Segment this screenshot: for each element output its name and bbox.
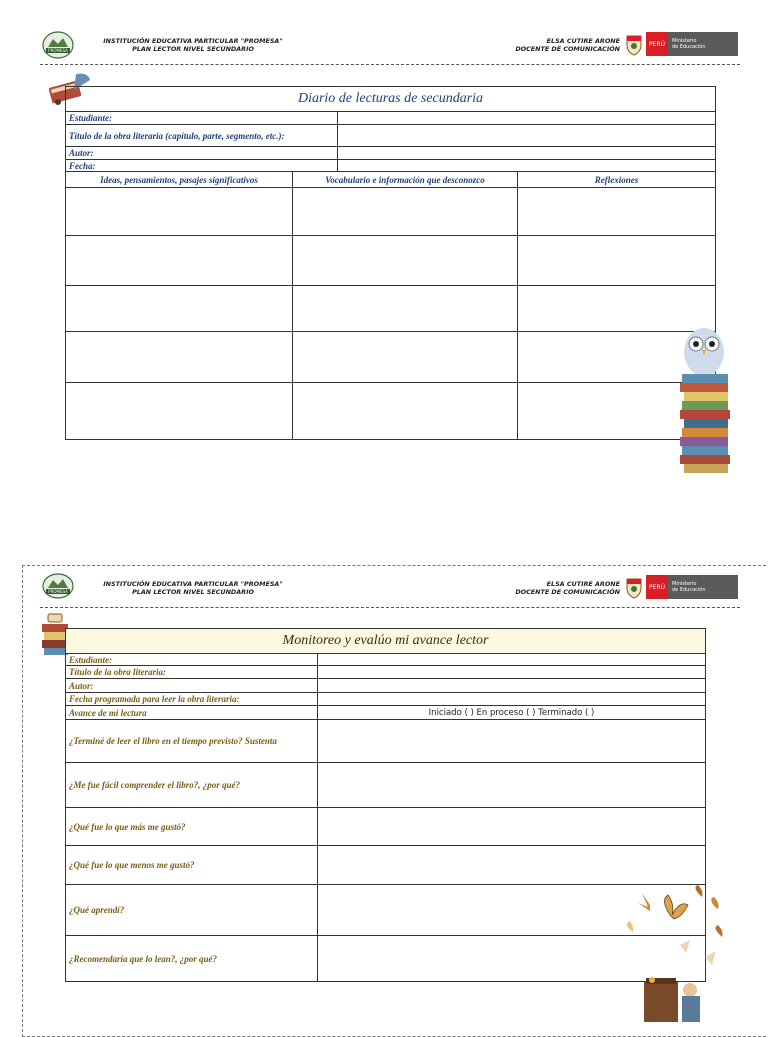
peru-shield-icon: [624, 575, 644, 599]
butterflies-icon: [620, 885, 738, 970]
question-easy-to-understand: ¿Me fue fácil comprender el libro?, ¿por qué?: [66, 763, 318, 808]
answer-cell[interactable]: [318, 808, 706, 846]
teacher-role: DOCENTE DE COMUNICACIÓN: [515, 45, 620, 53]
monitor-input-student[interactable]: [318, 654, 706, 666]
header-divider: [40, 64, 740, 65]
diary-cell[interactable]: [66, 188, 293, 236]
answer-cell[interactable]: [318, 720, 706, 763]
diary-label-date: Fecha:: [66, 160, 338, 172]
diary-cell[interactable]: [293, 188, 518, 236]
peru-label: PERÚ: [646, 32, 668, 56]
diary-cell[interactable]: [66, 383, 293, 440]
diary-cell[interactable]: [66, 236, 293, 286]
ministry-line2: de Educación: [672, 587, 706, 593]
teacher-header: [470, 580, 620, 596]
header-divider: [40, 607, 740, 608]
diary-title: Diario de lecturas de secundaria: [66, 87, 716, 112]
monitor-input-scheduled-date[interactable]: [318, 693, 706, 706]
school-name: INSTITUCIÓN EDUCATIVA PARTICULAR "PROMESA": [103, 580, 283, 588]
plan-name: PLAN LECTOR NIVEL SECUNDARIO: [132, 588, 254, 596]
question-finished-on-time: ¿Terminé de leer el libro en el tiempo previsto? Sustenta: [66, 720, 318, 763]
teacher-role: DOCENTE DE COMUNICACIÓN: [515, 588, 620, 596]
diary-label-work-title: Título de la obra literaria (capítulo, parte, segmento, etc.):: [66, 125, 338, 147]
column-reflections: Reflexiones: [518, 172, 716, 188]
reading-monitor-table: [65, 628, 706, 982]
ministry-line2: de Educación: [672, 44, 706, 50]
diary-input-date[interactable]: [338, 160, 716, 172]
teacher-name: ELSA CUTIRE ARONE: [546, 580, 620, 588]
ministry-line1: Ministerio: [672, 581, 697, 587]
ministry-logo: [624, 32, 738, 56]
monitor-label-progress: Avance de mi lectura: [66, 706, 318, 720]
school-name-header: [98, 37, 288, 53]
diary-input-work-title[interactable]: [338, 125, 716, 147]
diary-cell[interactable]: [518, 188, 716, 236]
school-name: INSTITUCIÓN EDUCATIVA PARTICULAR "PROMESA": [103, 37, 283, 45]
diary-input-author[interactable]: [338, 147, 716, 160]
question-liked-least: ¿Qué fue lo que menos me gustó?: [66, 846, 318, 885]
diary-input-student[interactable]: [338, 112, 716, 125]
diary-cell[interactable]: [66, 286, 293, 332]
diary-label-student: Estudiante:: [66, 112, 338, 125]
ministry-name: [668, 32, 738, 56]
diary-cell[interactable]: [293, 383, 518, 440]
question-recommend: ¿Recomendaría que lo lean?, ¿por qué?: [66, 936, 318, 982]
answer-cell[interactable]: [318, 846, 706, 885]
logo-text: PROMESA: [48, 48, 68, 53]
ministry-logo: [624, 575, 738, 599]
school-logo-icon: [42, 573, 74, 599]
diary-cell[interactable]: [518, 236, 716, 286]
ministry-line1: Ministerio: [672, 38, 697, 44]
teacher-name: ELSA CUTIRE ARONE: [546, 37, 620, 45]
plan-name: PLAN LECTOR NIVEL SECUNDARIO: [132, 45, 254, 53]
teacher-header: [470, 37, 620, 53]
monitor-label-work-title: Título de la obra literaria:: [66, 666, 318, 679]
logo-text: PROMESA: [48, 589, 68, 594]
progress-options[interactable]: Iniciado ( ) En proceso ( ) Terminado ( ): [318, 706, 706, 720]
question-liked-most: ¿Qué fue lo que más me gustó?: [66, 808, 318, 846]
school-logo-icon: [42, 31, 74, 59]
peru-label: PERÚ: [646, 575, 668, 599]
reader-desk-icon: [640, 976, 720, 1022]
diary-cell[interactable]: [66, 332, 293, 383]
question-learned: ¿Qué aprendí?: [66, 885, 318, 936]
column-ideas: Ideas, pensamientos, pasajes significativos: [66, 172, 293, 188]
monitor-label-author: Autor:: [66, 679, 318, 693]
diary-label-author: Autor:: [66, 147, 338, 160]
owl-books-icon: [676, 322, 734, 474]
ministry-name: [668, 575, 738, 599]
answer-cell[interactable]: [318, 763, 706, 808]
monitor-input-work-title[interactable]: [318, 666, 706, 679]
monitor-title: Monitoreo y evalúo mi avance lector: [66, 629, 706, 654]
column-vocabulary: Vocabulario e información que desconozco: [293, 172, 518, 188]
diary-cell[interactable]: [293, 286, 518, 332]
diary-cell[interactable]: [293, 236, 518, 286]
monitor-label-scheduled-date: Fecha programada para leer la obra literaria:: [66, 693, 318, 706]
reading-diary-table: [65, 86, 716, 440]
monitor-label-student: Estudiante:: [66, 654, 318, 666]
monitor-input-author[interactable]: [318, 679, 706, 693]
diary-cell[interactable]: [293, 332, 518, 383]
peru-shield-icon: [624, 32, 644, 56]
school-name-header: [98, 580, 288, 596]
